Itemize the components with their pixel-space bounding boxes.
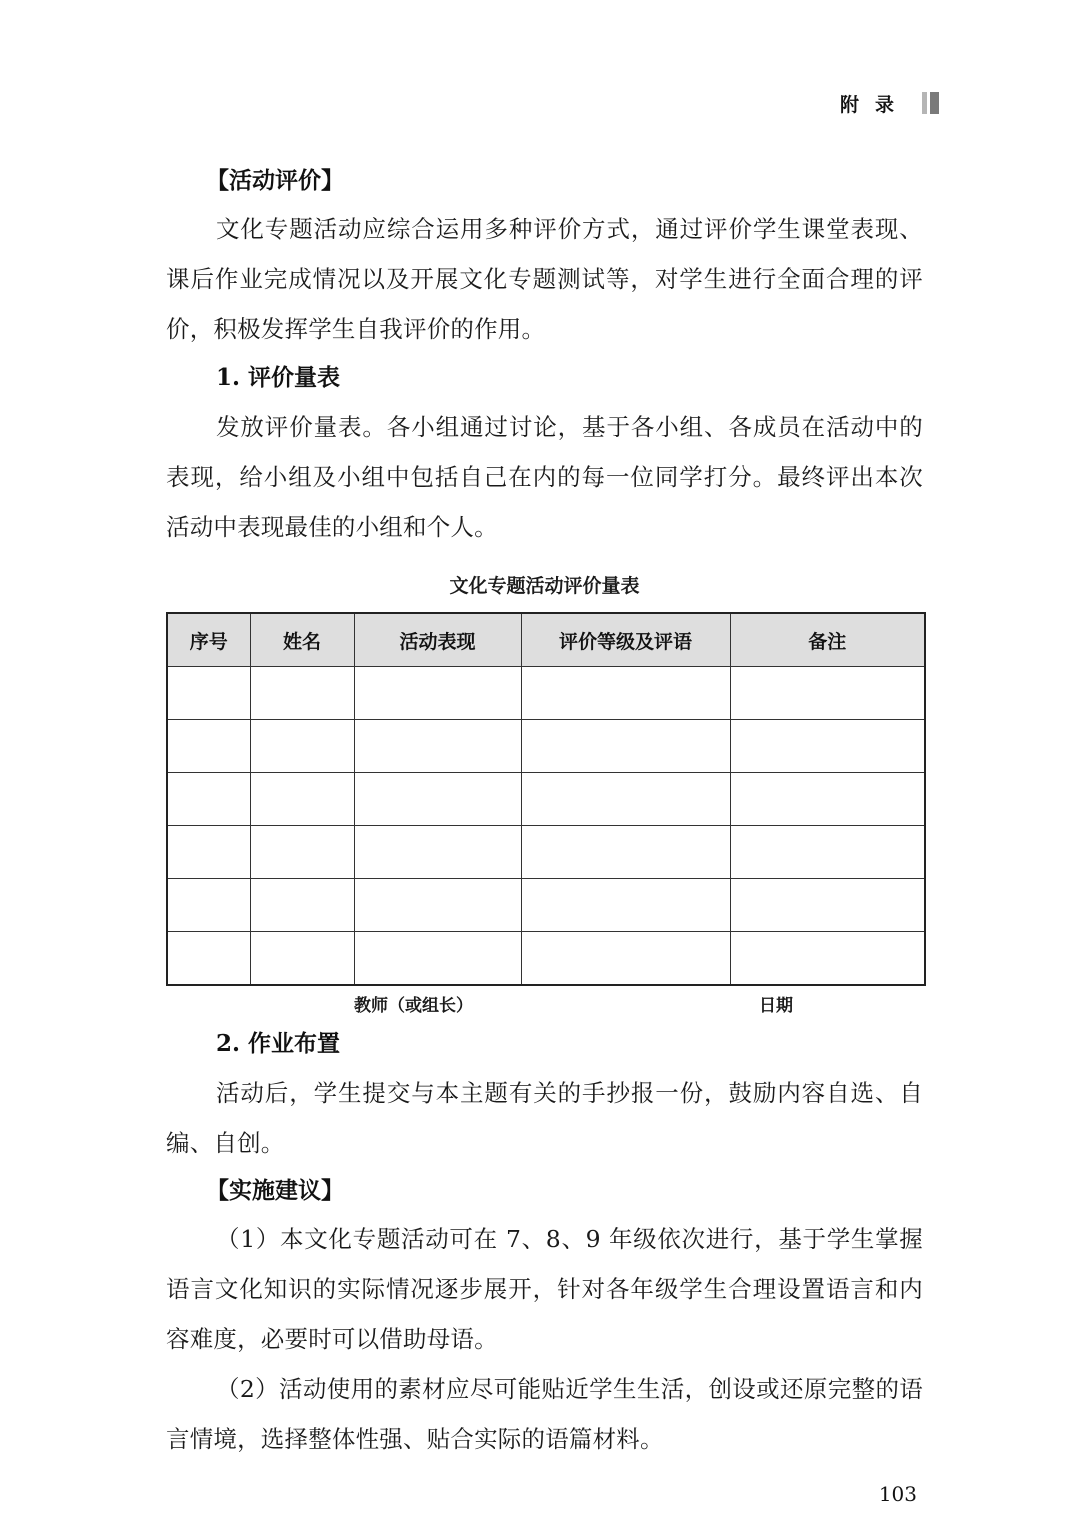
table-cell: [521, 932, 730, 986]
table-row: [167, 932, 925, 986]
running-head-title: 附录: [840, 93, 911, 116]
table-body: [167, 667, 925, 986]
signature-row: [166, 986, 923, 1020]
table-cell: [354, 720, 521, 773]
marker-bar-dark: [930, 92, 939, 114]
table-cell: [167, 826, 250, 879]
rubric-text: 发放评价量表。各小组通过讨论，基于各小组、各成员在活动中的表现，给小组及小组中包括自己在内的每一位同学打分。最终评出本次活动中表现最佳的小组和个人。: [166, 413, 923, 541]
table-cell: [250, 932, 354, 986]
table-cell: [250, 667, 354, 720]
teacher-signature-label: 教师（或组长）: [354, 995, 473, 1016]
homework-heading: 2. 作业布置: [216, 1030, 341, 1057]
activity-evaluation-intro: 文化专题活动应综合运用多种评价方式，通过评价学生课堂表现、课后作业完成情况以及开展文化专题测试等，对学生进行全面合理的评价，积极发挥学生自我评价的作用。: [166, 215, 923, 343]
table-cell: [250, 826, 354, 879]
homework-text: 活动后，学生提交与本主题有关的手抄报一份，鼓励内容自选、自编、自创。: [166, 1079, 923, 1157]
implementation-item-2: （2）活动使用的素材应尽可能贴近学生生活，创设或还原完整的语言情境，选择整体性强、贴合实际的语篇材料。: [166, 1375, 923, 1453]
table-cell: [354, 773, 521, 826]
table-cell: [521, 879, 730, 932]
marker-bar-light: [922, 92, 927, 114]
table-cell: [730, 773, 925, 826]
running-head-marker-icon: [922, 92, 939, 114]
running-head: [840, 88, 939, 118]
page-footer: [166, 1482, 923, 1506]
table-cell: [730, 879, 925, 932]
table-row: [167, 826, 925, 879]
table-row: [167, 879, 925, 932]
table-cell: [730, 720, 925, 773]
evaluation-table: [166, 612, 926, 986]
table-cell: [354, 879, 521, 932]
table-cell: [167, 720, 250, 773]
table-header-row: [167, 613, 925, 667]
column-header-remarks: 备注: [730, 613, 925, 667]
table-row: [167, 667, 925, 720]
table-cell: [354, 932, 521, 986]
table-cell: [167, 879, 250, 932]
implementation-item-1: （1）本文化专题活动可在 7、8、9 年级依次进行，基于学生掌握语言文化知识的实际情况逐步展开，针对各年级学生合理设置语言和内容难度，必要时可以借助母语。: [166, 1225, 923, 1353]
rubric-heading: 1. 评价量表: [216, 364, 341, 391]
table-cell: [521, 826, 730, 879]
table-cell: [730, 667, 925, 720]
table-cell: [730, 826, 925, 879]
table-cell: [250, 773, 354, 826]
column-header-grade-comments: 评价等级及评语: [521, 613, 730, 667]
table-cell: [730, 932, 925, 986]
table-row: [167, 773, 925, 826]
column-header-number: 序号: [167, 613, 250, 667]
table-title: 文化专题活动评价量表: [449, 575, 640, 597]
implementation-heading: 【实施建议】: [206, 1178, 344, 1204]
activity-evaluation-heading: 【活动评价】: [206, 168, 344, 194]
table-cell: [521, 773, 730, 826]
page-content: [166, 158, 923, 1506]
table-cell: [354, 826, 521, 879]
table-cell: [250, 879, 354, 932]
table-cell: [250, 720, 354, 773]
table-row: [167, 720, 925, 773]
table-cell: [167, 932, 250, 986]
table-cell: [521, 667, 730, 720]
table-cell: [167, 667, 250, 720]
table-cell: [521, 720, 730, 773]
date-label: 日期: [759, 995, 793, 1016]
table-cell: [167, 773, 250, 826]
column-header-performance: 活动表现: [354, 613, 521, 667]
column-header-name: 姓名: [250, 613, 354, 667]
page-number: 103: [878, 1482, 917, 1506]
table-cell: [354, 667, 521, 720]
